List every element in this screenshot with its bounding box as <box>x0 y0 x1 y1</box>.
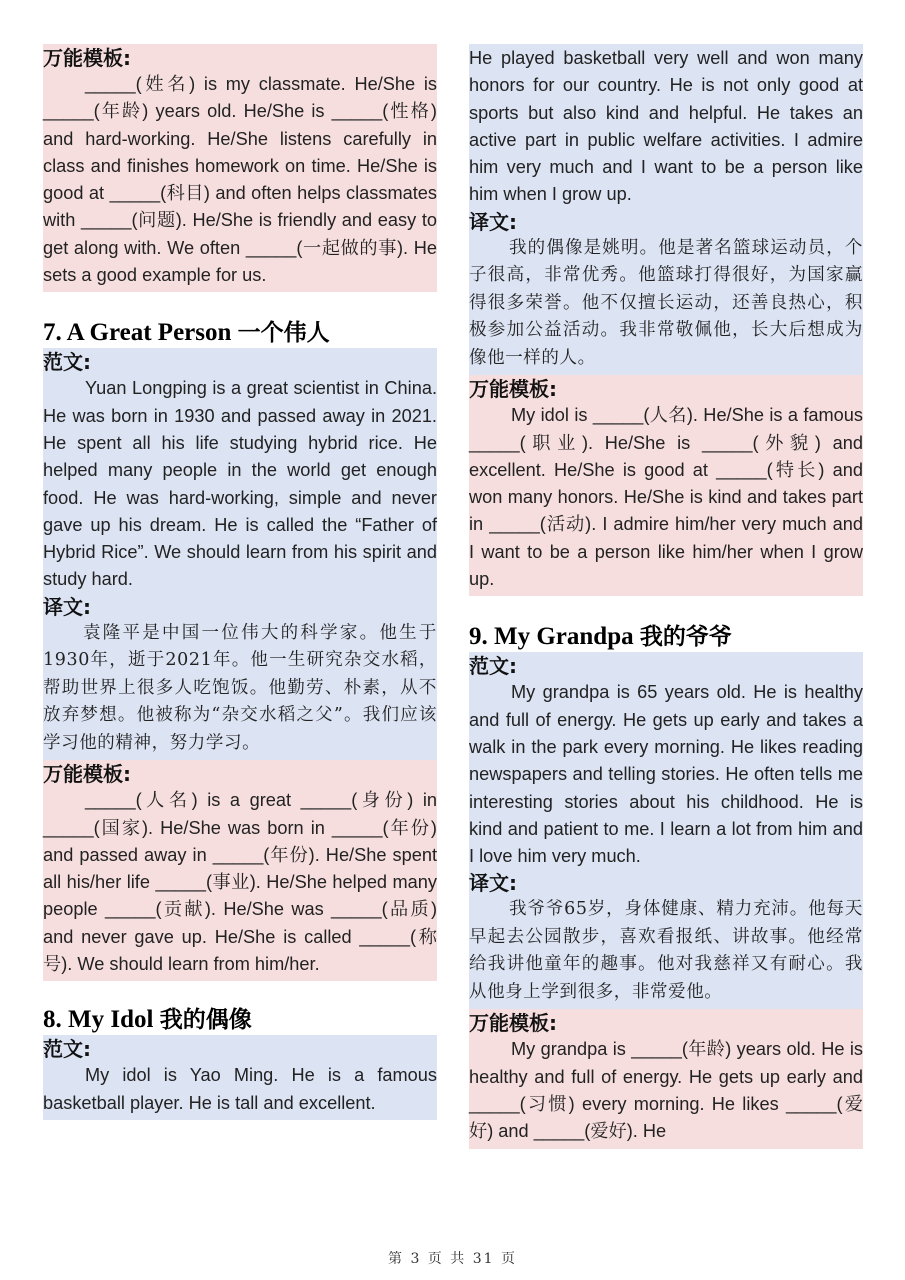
section-title-en: 8. My Idol <box>43 1006 154 1034</box>
template-label: 万能模板: <box>43 762 131 787</box>
template-block-section7 <box>43 760 437 981</box>
section-title-my-grandpa <box>469 622 863 652</box>
sample-label: 范文: <box>469 654 517 679</box>
template-text: My idol is _____(人名). He/She is a famous _____(职业). He/She is _____(外貌) and excellent. He/She is good at _____(特长) and won many honors. He/She is kind and takes part in _____(活动). I admire him/her very much and I want to be a person like him/her when I grow up. <box>469 405 863 590</box>
sample-label: 范文: <box>43 350 91 375</box>
right-column <box>469 44 863 1149</box>
sample-label: 范文: <box>43 1037 91 1062</box>
template-label: 万能模板: <box>469 1011 557 1036</box>
page-footer: 第 3 页 共 31 页 <box>388 1251 517 1267</box>
sample-block-section8-part2 <box>469 44 863 375</box>
translation-label: 译文: <box>469 871 517 896</box>
sample-text-continued: He played basketball very well and won many honors for our country. He is not only good at sports but also kind and helpful. He takes an active part in public welfare activities. I admire him very much and I want to be a person like him when I grow up. <box>469 48 863 205</box>
template-block-section9 <box>469 1009 863 1148</box>
section-title-my-idol <box>43 1005 437 1035</box>
section-title-en: 9. My Grandpa <box>469 623 634 651</box>
sample-block-section9 <box>469 652 863 1009</box>
sample-text: My idol is Yao Ming. He is a famous basketball player. He is tall and excellent. <box>43 1065 437 1113</box>
translation-label: 译文: <box>469 209 517 234</box>
section-title-zh: 我的偶像 <box>159 1007 252 1034</box>
template-label: 万能模板: <box>469 377 557 402</box>
sample-block-section8-part1 <box>43 1035 437 1120</box>
translation-text: 我爷爷65岁，身体健康、精力充沛。他每天早起去公园散步，喜欢看报纸、讲故事。他经常给我讲他童年的趣事。他对我慈祥又有耐心。我从他身上学到很多，非常爱他。 <box>469 899 863 1002</box>
template-label: 万能模板: <box>43 46 131 70</box>
translation-text: 我的偶像是姚明。他是著名篮球运动员，个子很高，非常优秀。他篮球打得很好，为国家赢得很多荣誉。他不仅擅长运动，还善良热心，积极参加公益活动。我非常敬佩他，长大后想成为像他一样的人。 <box>469 237 863 368</box>
section-title-zh: 我的爷爷 <box>639 624 732 651</box>
sample-text: My grandpa is 65 years old. He is healthy and full of energy. He gets up early and takes a walk in the park every morning. He likes reading newspapers and telling stories. He often tells me interesting stories about his childhood. He is kind and patient to me. I learn a lot from him and I love him very much. <box>469 682 863 867</box>
template-block-section8 <box>469 375 863 596</box>
section-title-en: 7. A Great Person <box>43 319 232 347</box>
template-text: _____(姓名) is my classmate. He/She is _____(年龄) years old. He/She is _____(性格) and hard-working. He/She listens carefully in class and finishes homework on time. He/She is good at _____(科目) and often helps classmates with _____(问题). He/She is friendly and easy to get along with. We often _____(一起做的事). He sets a good example for us. <box>43 74 437 286</box>
section-title-great-person <box>43 318 437 348</box>
section-title-zh: 一个伟人 <box>237 320 330 347</box>
left-column <box>43 44 437 1120</box>
sample-block-section7 <box>43 348 437 760</box>
translation-label: 译文: <box>43 594 91 619</box>
template-block-section6 <box>43 44 437 292</box>
sample-text: Yuan Longping is a great scientist in China. He was born in 1930 and passed away in 2021. He spent all his life studying hybrid rice. He helped many people in the world get enough food. He was hard-working, simple and never gave up his dream. He is called the “Father of Hybrid Rice”. We should learn from his spirit and study hard. <box>43 378 437 590</box>
template-text: _____(人名) is a great _____(身份) in _____(国家). He/She was born in _____(年份) and passed away in _____(年份). He/She spent all his/her life _____(事业). He/She helped many people _____(贡献). He/She was _____(品质) and never gave up. He/She is called _____(称号). We should learn from him/her. <box>43 790 437 975</box>
template-text: My grandpa is _____(年龄) years old. He is healthy and full of energy. He gets up early and _____(习惯) every morning. He likes _____(爱好) and _____(爱好). He <box>469 1039 863 1142</box>
translation-text: 袁隆平是中国一位伟大的科学家。他生于1930年，逝于2021年。他一生研究杂交水稻，帮助世界上很多人吃饱饭。他勤劳、朴素，从不放弃梦想。他被称为“杂交水稻之父”。我们应该学习他的精神，努力学习。 <box>43 622 437 753</box>
